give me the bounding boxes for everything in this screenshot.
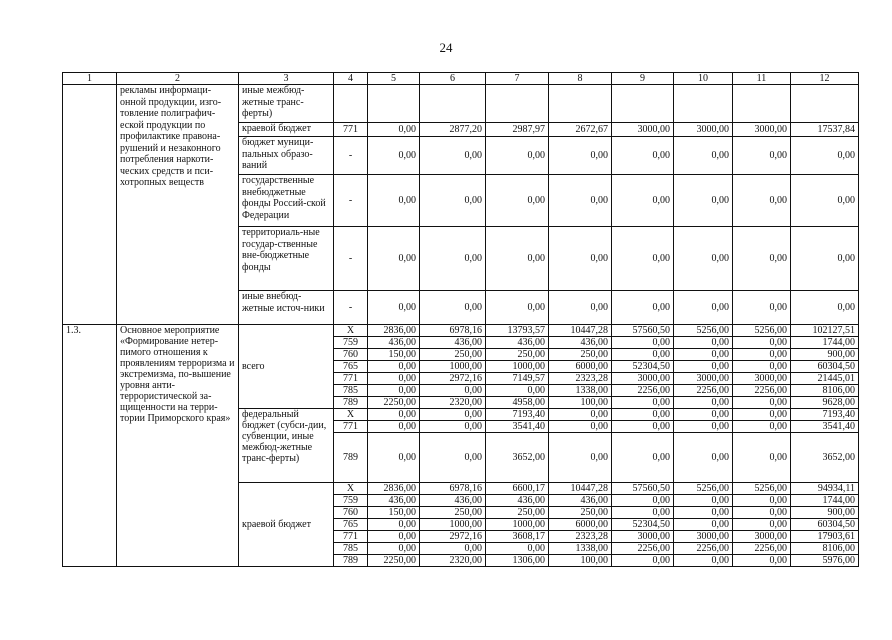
value-cell: 250,00 [486, 349, 549, 361]
value-cell: 436,00 [420, 337, 486, 349]
budget-code-cell: 789 [334, 397, 368, 409]
budget-code-cell: - [334, 291, 368, 325]
value-cell: 0,00 [612, 421, 674, 433]
budget-code-cell [334, 85, 368, 123]
value-cell: 7193,40 [791, 409, 859, 421]
value-cell: 436,00 [549, 337, 612, 349]
value-cell: 0,00 [674, 175, 733, 227]
value-cell: 0,00 [612, 137, 674, 175]
value-cell: 3000,00 [733, 123, 791, 137]
value-cell: 9628,00 [791, 397, 859, 409]
value-cell: 0,00 [612, 175, 674, 227]
budget-code-cell: 771 [334, 373, 368, 385]
value-cell: 0,00 [368, 409, 420, 421]
value-cell: 21445,01 [791, 373, 859, 385]
value-cell: 1000,00 [486, 519, 549, 531]
header-cell: 8 [549, 73, 612, 85]
row-number-cell [63, 85, 117, 325]
header-cell: 11 [733, 73, 791, 85]
value-cell: 3541,40 [791, 421, 859, 433]
value-cell: 0,00 [486, 385, 549, 397]
value-cell: 0,00 [791, 227, 859, 291]
value-cell: 0,00 [612, 337, 674, 349]
value-cell: 0,00 [733, 397, 791, 409]
value-cell: 0,00 [733, 227, 791, 291]
budget-code-cell: 759 [334, 337, 368, 349]
value-cell: 3652,00 [791, 433, 859, 483]
value-cell: 0,00 [612, 555, 674, 567]
value-cell: 1000,00 [420, 519, 486, 531]
value-cell: 1338,00 [549, 385, 612, 397]
budget-code-cell: - [334, 137, 368, 175]
value-cell: 0,00 [674, 337, 733, 349]
value-cell: 17903,61 [791, 531, 859, 543]
budget-code-cell: 771 [334, 421, 368, 433]
value-cell: 436,00 [486, 495, 549, 507]
value-cell: 0,00 [733, 137, 791, 175]
value-cell: 0,00 [612, 433, 674, 483]
funding-source-cell: территориаль-ные государ-ственные вне-бюджетные фонды [239, 227, 334, 291]
funding-source-cell: краевой бюджет [239, 483, 334, 567]
value-cell: 57560,50 [612, 325, 674, 337]
header-row [63, 73, 859, 85]
value-cell: 0,00 [420, 421, 486, 433]
value-cell: 0,00 [368, 175, 420, 227]
value-cell: 250,00 [486, 507, 549, 519]
value-cell: 250,00 [549, 507, 612, 519]
value-cell: 2987,97 [486, 123, 549, 137]
funding-source-cell: государственные внебюджетные фонды Россий-ской Федерации [239, 175, 334, 227]
value-cell: 5976,00 [791, 555, 859, 567]
value-cell: 2256,00 [733, 543, 791, 555]
value-cell: 0,00 [486, 175, 549, 227]
header-cell: 1 [63, 73, 117, 85]
value-cell: 100,00 [549, 555, 612, 567]
budget-code-cell: 785 [334, 543, 368, 555]
value-cell: 900,00 [791, 349, 859, 361]
value-cell: 0,00 [733, 175, 791, 227]
value-cell: 0,00 [420, 433, 486, 483]
value-cell: 1744,00 [791, 337, 859, 349]
value-cell: 0,00 [549, 421, 612, 433]
value-cell: 3652,00 [486, 433, 549, 483]
funding-source-cell: иные межбюд-жетные транс-ферты) [239, 85, 334, 123]
value-cell: 0,00 [420, 291, 486, 325]
value-cell: 4958,00 [486, 397, 549, 409]
value-cell: 52304,50 [612, 361, 674, 373]
value-cell: 0,00 [420, 409, 486, 421]
value-cell: 102127,51 [791, 325, 859, 337]
value-cell: 0,00 [733, 421, 791, 433]
value-cell: 0,00 [791, 137, 859, 175]
value-cell: 17537,84 [791, 123, 859, 137]
value-cell: 0,00 [733, 337, 791, 349]
value-cell: 8106,00 [791, 543, 859, 555]
value-cell: 0,00 [612, 397, 674, 409]
budget-code-cell: 785 [334, 385, 368, 397]
value-cell: 2836,00 [368, 325, 420, 337]
value-cell: 0,00 [368, 433, 420, 483]
value-cell: 3000,00 [733, 531, 791, 543]
value-cell: 2256,00 [612, 385, 674, 397]
value-cell: 2323,28 [549, 531, 612, 543]
value-cell: 0,00 [368, 519, 420, 531]
value-cell: 0,00 [674, 519, 733, 531]
value-cell: 0,00 [549, 409, 612, 421]
value-cell: 10447,28 [549, 483, 612, 495]
value-cell: 60304,50 [791, 361, 859, 373]
value-cell: 0,00 [674, 507, 733, 519]
budget-code-cell: X [334, 409, 368, 421]
value-cell: 13793,57 [486, 325, 549, 337]
value-cell: 0,00 [420, 137, 486, 175]
value-cell: 2250,00 [368, 555, 420, 567]
value-cell: 0,00 [733, 519, 791, 531]
value-cell: 2972,16 [420, 531, 486, 543]
value-cell: 0,00 [733, 433, 791, 483]
value-cell: 0,00 [368, 361, 420, 373]
value-cell: 0,00 [612, 507, 674, 519]
value-cell: 0,00 [733, 555, 791, 567]
funding-source-cell: бюджет муници-пальных образо-ваний [239, 137, 334, 175]
budget-table [62, 72, 859, 567]
value-cell: 900,00 [791, 507, 859, 519]
value-cell: 0,00 [420, 175, 486, 227]
value-cell: 150,00 [368, 349, 420, 361]
value-cell: 2672,67 [549, 123, 612, 137]
value-cell: 0,00 [674, 361, 733, 373]
value-cell: 7149,57 [486, 373, 549, 385]
value-cell: 0,00 [791, 175, 859, 227]
budget-code-cell: 760 [334, 349, 368, 361]
value-cell: 0,00 [674, 433, 733, 483]
funding-source-cell: краевой бюджет [239, 123, 334, 137]
value-cell: 0,00 [791, 291, 859, 325]
value-cell: 5256,00 [674, 483, 733, 495]
value-cell: 10447,28 [549, 325, 612, 337]
value-cell: 2256,00 [674, 543, 733, 555]
value-cell [368, 85, 420, 123]
value-cell: 0,00 [368, 373, 420, 385]
value-cell: 2250,00 [368, 397, 420, 409]
value-cell [486, 85, 549, 123]
header-cell: 7 [486, 73, 549, 85]
value-cell: 0,00 [674, 227, 733, 291]
value-cell: 0,00 [368, 137, 420, 175]
value-cell [674, 85, 733, 123]
value-cell: 0,00 [549, 227, 612, 291]
value-cell: 150,00 [368, 507, 420, 519]
budget-code-cell: 765 [334, 519, 368, 531]
value-cell: 0,00 [549, 137, 612, 175]
value-cell: 0,00 [733, 361, 791, 373]
funding-source-cell: иные внебюд-жетные источ-ники [239, 291, 334, 325]
value-cell: 0,00 [368, 227, 420, 291]
funding-source-cell: федеральный бюджет (субси-дии, субвенции, иные межбюд-жетные транс-ферты) [239, 409, 334, 483]
value-cell: 0,00 [486, 227, 549, 291]
value-cell: 0,00 [612, 349, 674, 361]
value-cell: 436,00 [549, 495, 612, 507]
value-cell: 0,00 [612, 227, 674, 291]
value-cell: 1000,00 [420, 361, 486, 373]
value-cell: 100,00 [549, 397, 612, 409]
table-row [63, 85, 859, 123]
value-cell [549, 85, 612, 123]
header-cell: 3 [239, 73, 334, 85]
value-cell: 6000,00 [549, 519, 612, 531]
value-cell: 250,00 [420, 507, 486, 519]
value-cell: 2256,00 [733, 385, 791, 397]
budget-code-cell: 789 [334, 433, 368, 483]
budget-code-cell: 771 [334, 531, 368, 543]
budget-code-cell: 771 [334, 123, 368, 137]
value-cell: 3000,00 [612, 373, 674, 385]
header-cell: 10 [674, 73, 733, 85]
value-cell: 0,00 [549, 175, 612, 227]
page-number: 24 [439, 40, 453, 55]
budget-code-cell: 760 [334, 507, 368, 519]
value-cell: 0,00 [486, 543, 549, 555]
value-cell: 436,00 [420, 495, 486, 507]
value-cell: 6600,17 [486, 483, 549, 495]
value-cell: 0,00 [674, 291, 733, 325]
value-cell: 52304,50 [612, 519, 674, 531]
value-cell: 0,00 [733, 507, 791, 519]
header-cell: 4 [334, 73, 368, 85]
value-cell: 5256,00 [733, 483, 791, 495]
value-cell: 3000,00 [733, 373, 791, 385]
budget-code-cell: X [334, 325, 368, 337]
value-cell: 60304,50 [791, 519, 859, 531]
header-cell: 12 [791, 73, 859, 85]
value-cell: 3000,00 [612, 123, 674, 137]
value-cell: 1000,00 [486, 361, 549, 373]
value-cell: 0,00 [368, 385, 420, 397]
value-cell: 94934,11 [791, 483, 859, 495]
value-cell: 3000,00 [674, 373, 733, 385]
value-cell: 57560,50 [612, 483, 674, 495]
value-cell: 3541,40 [486, 421, 549, 433]
value-cell: 436,00 [486, 337, 549, 349]
value-cell: 0,00 [486, 137, 549, 175]
value-cell: 8106,00 [791, 385, 859, 397]
value-cell: 0,00 [674, 555, 733, 567]
measure-name-cell: рекламы информаци-онной продукции, изго-товление полиграфич-еской продукции по профилактике правона-рушений и незаконного потребления наркоти-ческих средств и пси-хотропных веществ [117, 85, 239, 325]
value-cell: 0,00 [674, 397, 733, 409]
value-cell: 3000,00 [612, 531, 674, 543]
value-cell: 0,00 [674, 137, 733, 175]
value-cell: 0,00 [612, 291, 674, 325]
value-cell: 0,00 [420, 227, 486, 291]
budget-code-cell: - [334, 175, 368, 227]
value-cell: 0,00 [733, 409, 791, 421]
value-cell: 0,00 [733, 291, 791, 325]
value-cell: 0,00 [733, 349, 791, 361]
header-cell: 5 [368, 73, 420, 85]
header-cell: 9 [612, 73, 674, 85]
budget-code-cell: X [334, 483, 368, 495]
table-row [63, 325, 859, 337]
value-cell: 0,00 [420, 385, 486, 397]
value-cell: 0,00 [674, 421, 733, 433]
budget-code-cell: 759 [334, 495, 368, 507]
value-cell: 0,00 [733, 495, 791, 507]
value-cell: 0,00 [368, 421, 420, 433]
value-cell: 5256,00 [733, 325, 791, 337]
value-cell: 0,00 [368, 531, 420, 543]
value-cell: 0,00 [612, 409, 674, 421]
budget-code-cell: 789 [334, 555, 368, 567]
budget-code-cell: - [334, 227, 368, 291]
value-cell: 2972,16 [420, 373, 486, 385]
value-cell: 0,00 [674, 349, 733, 361]
value-cell: 2323,28 [549, 373, 612, 385]
value-cell: 0,00 [368, 123, 420, 137]
value-cell: 1338,00 [549, 543, 612, 555]
value-cell: 0,00 [549, 433, 612, 483]
value-cell: 0,00 [368, 543, 420, 555]
value-cell [612, 85, 674, 123]
value-cell: 2256,00 [612, 543, 674, 555]
value-cell: 2320,00 [420, 397, 486, 409]
funding-source-cell: всего [239, 325, 334, 409]
value-cell: 2877,20 [420, 123, 486, 137]
value-cell: 2320,00 [420, 555, 486, 567]
value-cell [733, 85, 791, 123]
measure-name-cell: Основное мероприятие «Формирование нетер-пимого отношения к проявлениям терроризма и экстремизма, по-вышение уровня анти-террористической за-щищенности на терри-тории Приморского края» [117, 325, 239, 567]
value-cell: 250,00 [549, 349, 612, 361]
value-cell [420, 85, 486, 123]
value-cell: 2256,00 [674, 385, 733, 397]
value-cell: 5256,00 [674, 325, 733, 337]
value-cell: 6978,16 [420, 325, 486, 337]
value-cell: 0,00 [612, 495, 674, 507]
value-cell: 3000,00 [674, 123, 733, 137]
value-cell: 7193,40 [486, 409, 549, 421]
value-cell: 0,00 [674, 495, 733, 507]
row-number-cell: 1.3. [63, 325, 117, 567]
value-cell: 2836,00 [368, 483, 420, 495]
value-cell: 6978,16 [420, 483, 486, 495]
value-cell: 6000,00 [549, 361, 612, 373]
value-cell: 0,00 [420, 543, 486, 555]
value-cell: 1744,00 [791, 495, 859, 507]
value-cell [791, 85, 859, 123]
value-cell: 0,00 [486, 291, 549, 325]
budget-code-cell: 765 [334, 361, 368, 373]
header-cell: 6 [420, 73, 486, 85]
value-cell: 436,00 [368, 495, 420, 507]
value-cell: 0,00 [549, 291, 612, 325]
header-cell: 2 [117, 73, 239, 85]
value-cell: 3000,00 [674, 531, 733, 543]
value-cell: 1306,00 [486, 555, 549, 567]
value-cell: 0,00 [368, 291, 420, 325]
value-cell: 250,00 [420, 349, 486, 361]
value-cell: 3608,17 [486, 531, 549, 543]
value-cell: 436,00 [368, 337, 420, 349]
value-cell: 0,00 [674, 409, 733, 421]
